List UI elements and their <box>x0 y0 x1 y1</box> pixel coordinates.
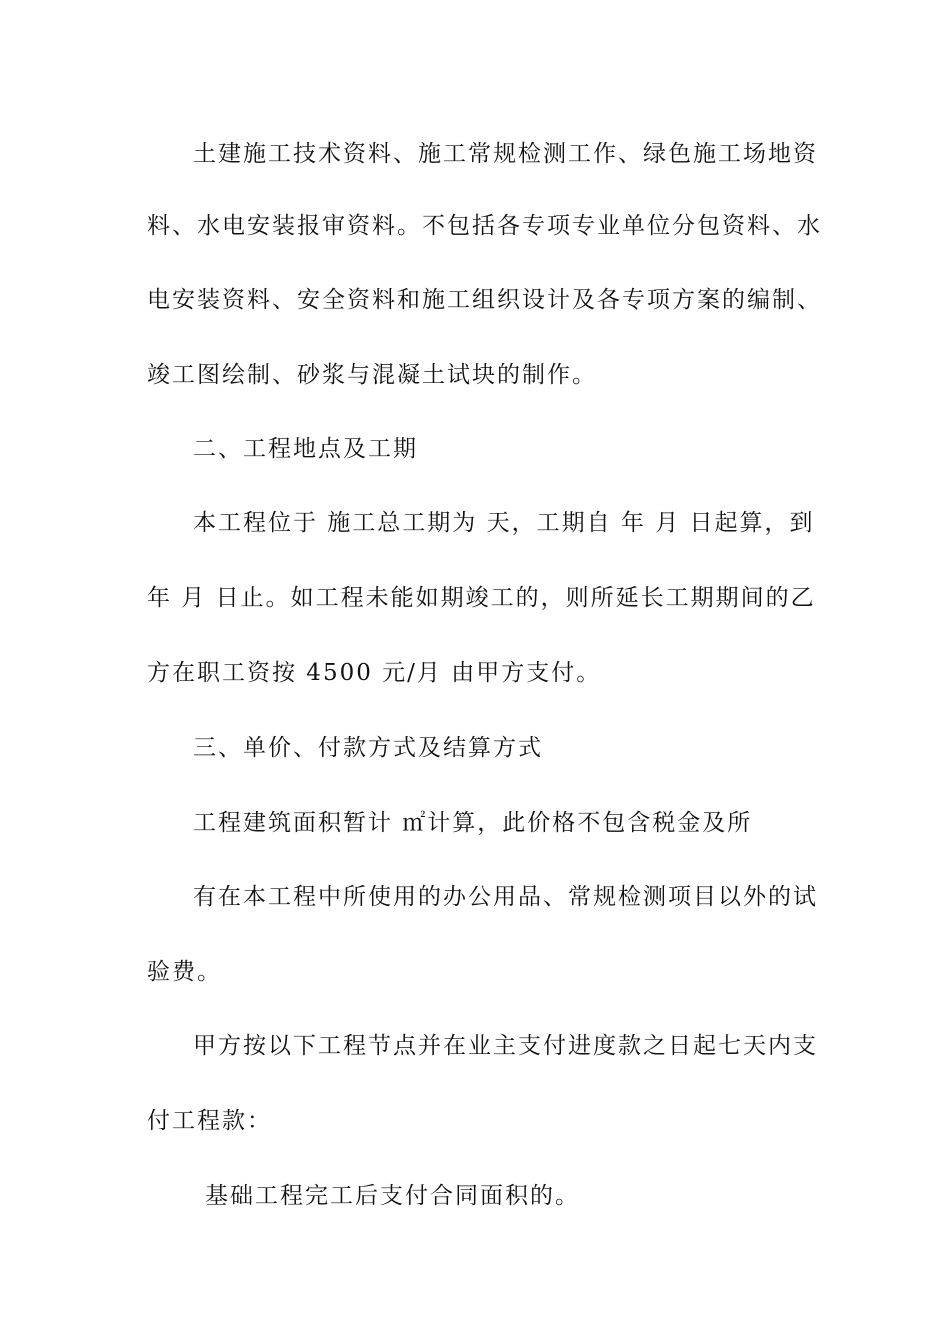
paragraph-line-2: 料、水电安装报审资料。不包括各专项专业单位分包资料、水 <box>147 213 822 239</box>
paragraph-line-11: 甲方按以下工程节点并在业主支付进度款之日起七天内支 <box>193 1033 818 1059</box>
section-heading-3: 三、单价、付款方式及结算方式 <box>193 735 543 761</box>
paragraph-line-4: 竣工图绘制、砂浆与混凝土试块的制作。 <box>147 362 597 388</box>
paragraph-line-8: 工程建筑面积暂计 ㎡计算，此价格不包含税金及所 <box>193 810 753 836</box>
paragraph-line-9: 有在本工程中所使用的办公用品、常规检测项目以外的试 <box>193 884 818 910</box>
paragraph-line-3: 电安装资料、安全资料和施工组织设计及各专项方案的编制、 <box>147 287 822 313</box>
paragraph-line-10: 验费。 <box>147 959 222 985</box>
paragraph-line-6: 年 月 日止。如工程未能如期竣工的，则所延长工期期间的乙 <box>147 585 816 611</box>
paragraph-line-13: 基础工程完工后支付合同面积的。 <box>205 1183 580 1209</box>
section-heading-2: 二、工程地点及工期 <box>193 436 418 462</box>
paragraph-line-1: 土建施工技术资料、施工常规检测工作、绿色施工场地资 <box>193 141 818 167</box>
paragraph-line-5: 本工程位于 施工总工期为 天，工期自 年 月 日起算，到 <box>193 510 815 536</box>
paragraph-line-12: 付工程款： <box>147 1108 272 1134</box>
paragraph-line-7: 方在职工资按 4500 元/月 由甲方支付。 <box>147 660 602 686</box>
